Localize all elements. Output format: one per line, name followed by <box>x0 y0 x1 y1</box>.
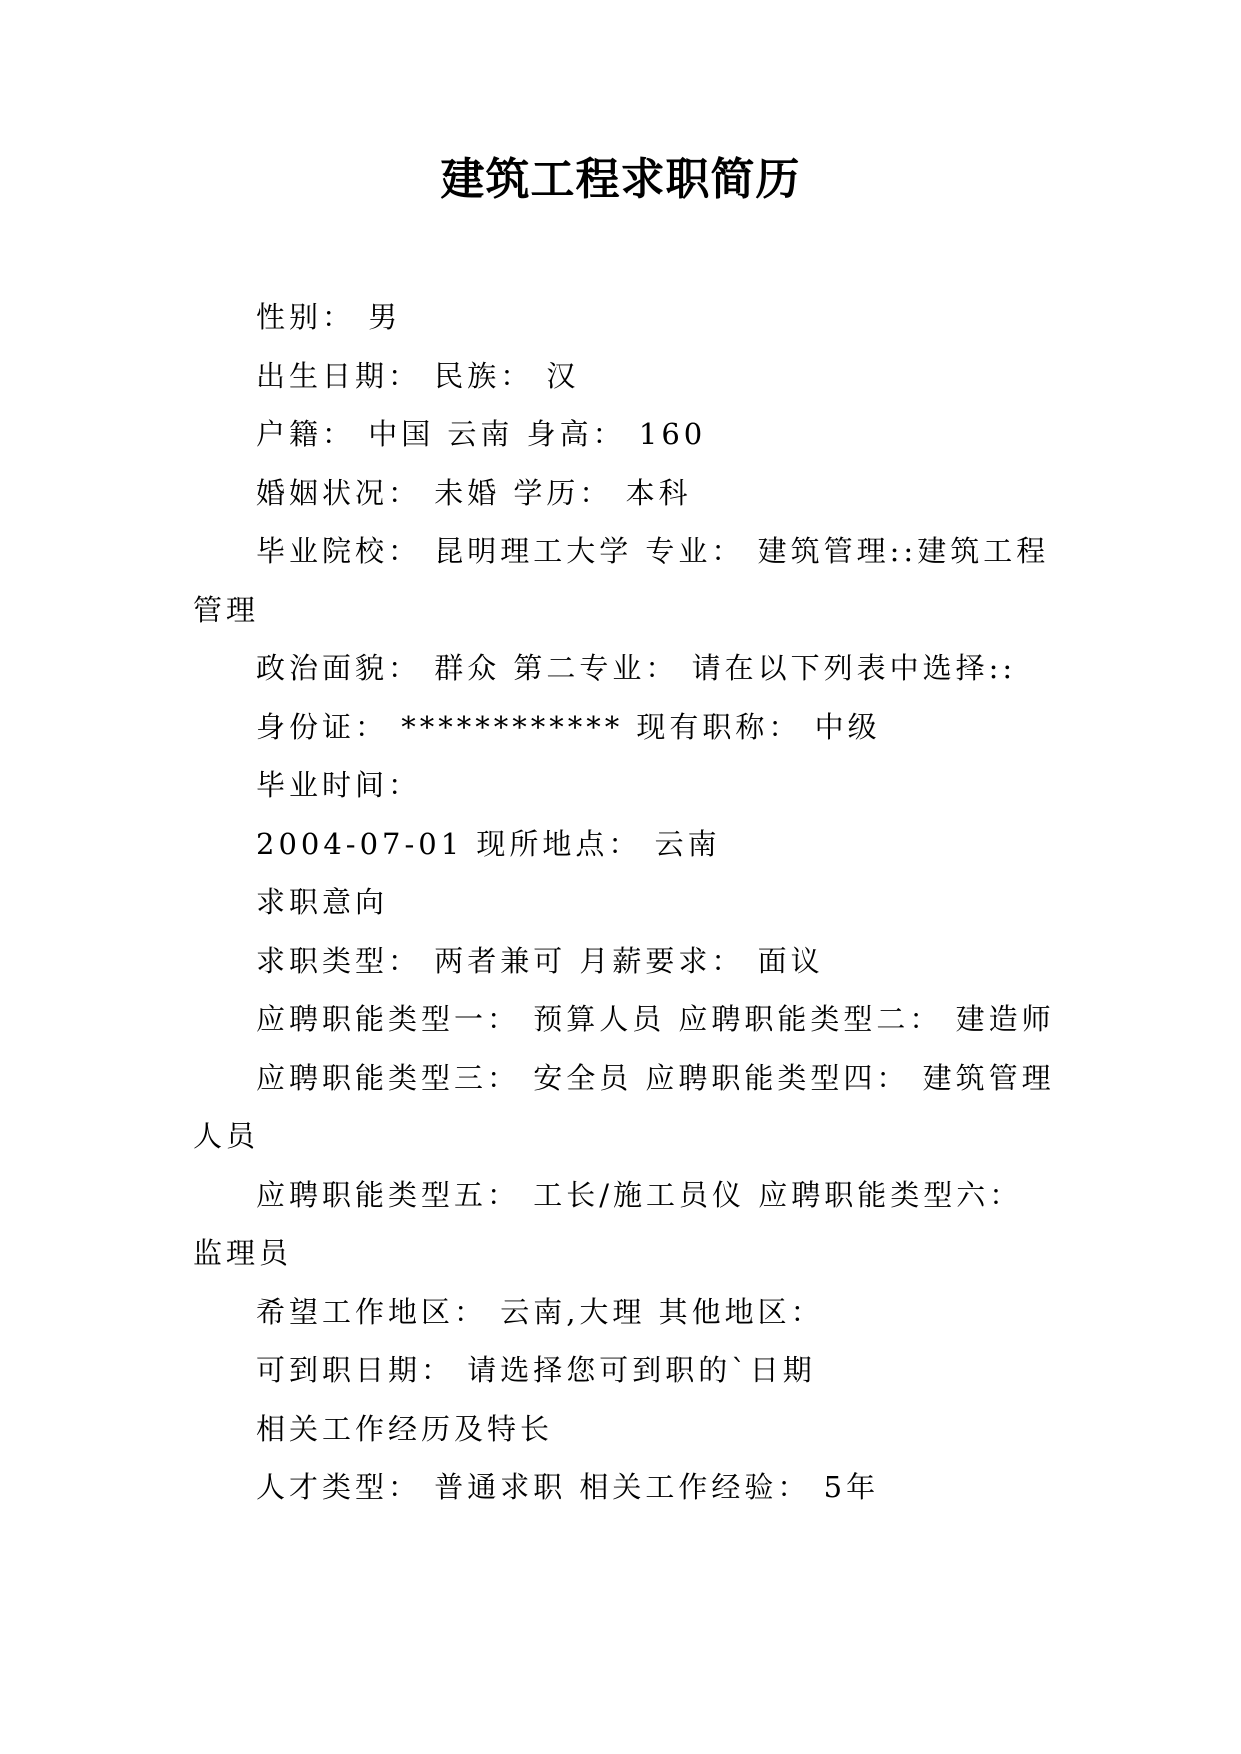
section-heading-job-intent: 求职意向 <box>256 885 389 919</box>
resume-body <box>193 288 1055 1517</box>
paragraph-graduation-location: 2004-07-01 现所地点： 云南 <box>256 826 721 861</box>
paragraph-id-title: 身份证： ************ 现有职称： 中级 <box>256 709 881 744</box>
paragraph-talent-experience: 人才类型： 普通求职 相关工作经验： 5年 <box>256 1470 880 1504</box>
document-title: 建筑工程求职简历 <box>440 154 801 205</box>
paragraph-school-major: 毕业院校： 昆明理工大学 专业： 建筑管理::建筑工程管理 <box>193 534 1050 627</box>
paragraph-work-region: 希望工作地区： 云南,大理 其他地区： <box>256 1294 824 1329</box>
paragraph-gender: 性别： 男 <box>256 300 402 334</box>
paragraph-graduation-label: 毕业时间： <box>256 768 422 802</box>
paragraph-function-1-2: 应聘职能类型一： 预算人员 应聘职能类型二： 建造师 <box>256 1002 1055 1036</box>
paragraph-function-5-6: 应聘职能类型五： 工长/施工员仪 应聘职能类型六：监理员 <box>193 1177 1023 1270</box>
paragraph-job-type-salary: 求职类型： 两者兼可 月薪要求： 面议 <box>256 943 824 978</box>
paragraph-political-second-major: 政治面貌： 群众 第二专业： 请在以下列表中选择:: <box>256 651 1017 685</box>
paragraph-household-height: 户籍： 中国 云南 身高： 160 <box>256 417 707 451</box>
paragraph-function-3-4: 应聘职能类型三： 安全员 应聘职能类型四： 建筑管理人员 <box>193 1060 1055 1153</box>
section-heading-experience: 相关工作经历及特长 <box>256 1411 554 1446</box>
paragraph-marital-education: 婚姻状况： 未婚 学历： 本科 <box>256 475 692 510</box>
paragraph-start-date: 可到职日期： 请选择您可到职的`日期 <box>256 1353 816 1387</box>
paragraph-birth-ethnicity: 出生日期： 民族： 汉 <box>256 358 580 393</box>
